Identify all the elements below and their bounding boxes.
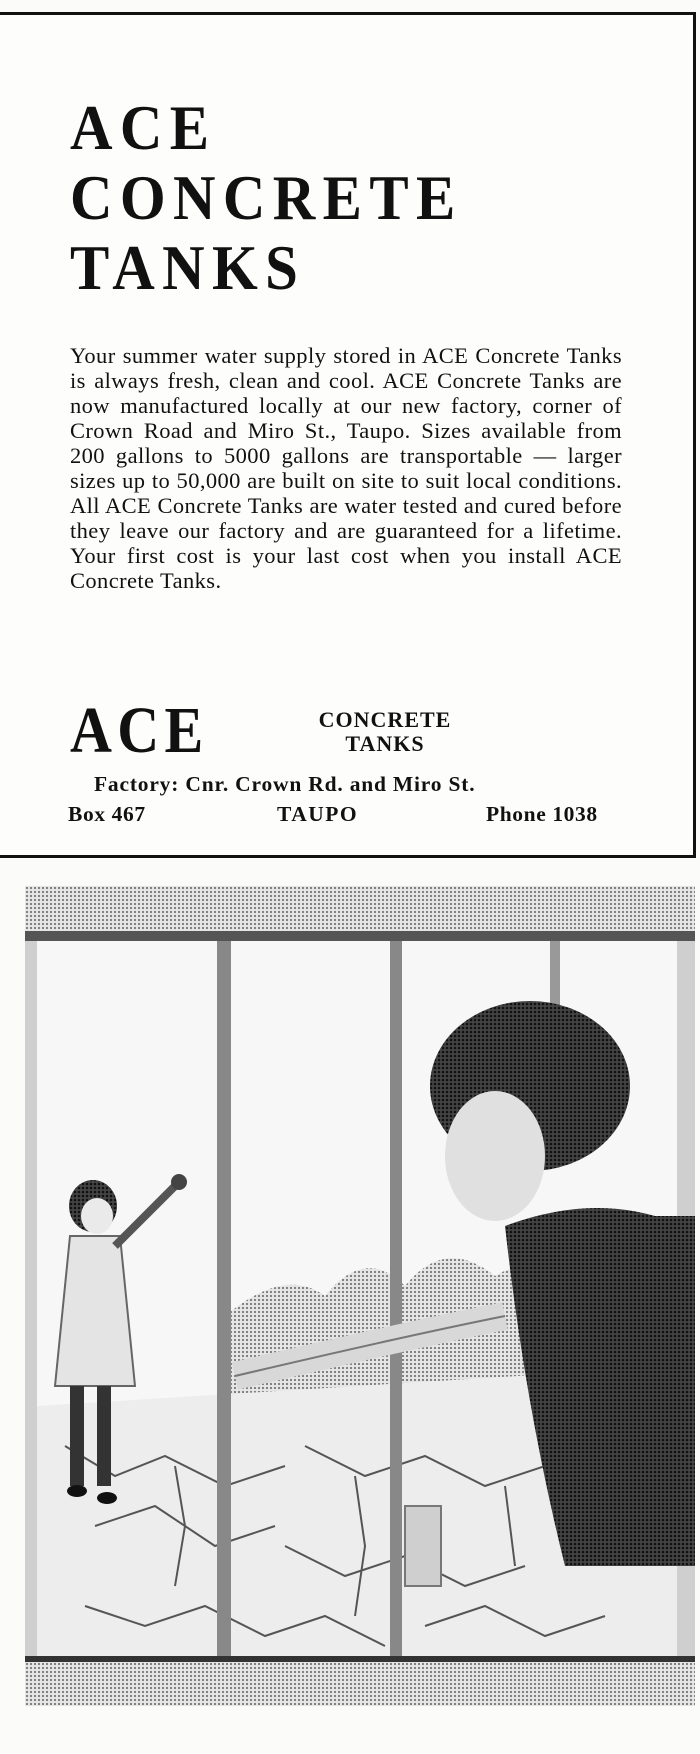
advertisement-box [0, 12, 696, 858]
window-header-rail [25, 931, 695, 941]
window-sill [25, 1661, 695, 1706]
headline-line-1: ACE [70, 92, 217, 163]
photo-illustration [25, 886, 695, 1706]
window-bottom-track [25, 1656, 695, 1662]
logo-ace: ACE [70, 694, 209, 767]
window-mullion-right [390, 941, 402, 1661]
body-copy: Your summer water supply stored in ACE Concrete Tanks is always fresh, clean and cool. ACE Concrete Tanks are now manufactured locally at our new factory, corner of Crown Road and Miro St., Taupo. Sizes available from 200 gallons to 5000 gallons are transportable — larger sizes up to 50,000 are built on site to suit local conditions. All ACE Concrete Tanks are water tested and cured before they leave our factory and are guaranteed for a lifetime. Your first cost is your last cost when you install ACE Concrete Tanks. [70, 343, 622, 593]
town: TAUPO [277, 802, 359, 826]
logo-tanks: TANKS [345, 731, 425, 756]
headline [70, 93, 463, 303]
logo-concrete: CONCRETE [318, 707, 452, 732]
headline-line-3: TANKS [70, 232, 306, 303]
headline-line-2: CONCRETE [70, 162, 463, 233]
factory-address: Factory: Cnr. Crown Rd. and Miro St. [94, 772, 476, 796]
phone-number: Phone 1038 [486, 802, 598, 826]
halftone-photo [25, 886, 695, 1706]
po-box: Box 467 [68, 802, 146, 826]
window-mullion-left [217, 941, 231, 1661]
